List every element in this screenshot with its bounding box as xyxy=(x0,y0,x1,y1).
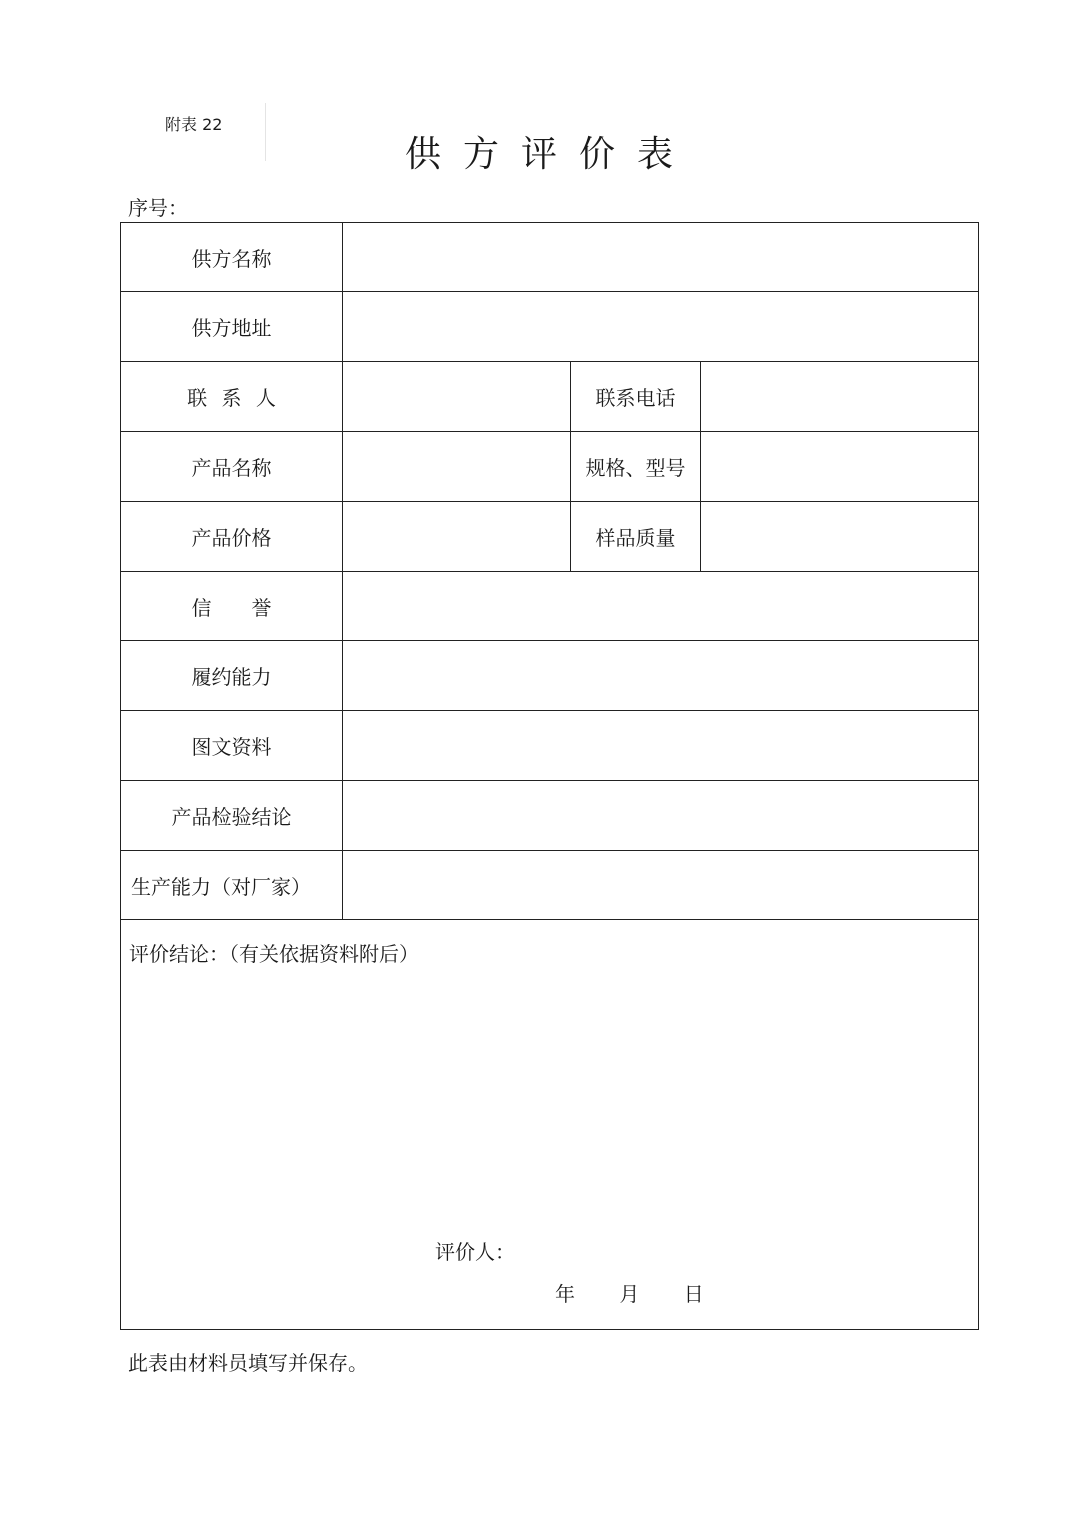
product-name-field[interactable] xyxy=(343,432,571,502)
row-reputation xyxy=(121,572,979,641)
row-supplier-address xyxy=(121,292,979,362)
supplier-name-field[interactable] xyxy=(343,223,979,292)
supplier-address-label: 供方地址 xyxy=(121,292,343,362)
sample-quality-label: 样品质量 xyxy=(571,502,701,572)
performance-field[interactable] xyxy=(343,641,979,711)
row-supplier-name xyxy=(121,223,979,292)
footer-note: 此表由材料员填写并保存。 xyxy=(128,1351,368,1375)
row-conclusion xyxy=(121,920,979,1330)
appendix-number: 附表 22 xyxy=(165,115,223,134)
row-performance xyxy=(121,641,979,711)
row-inspection xyxy=(121,781,979,851)
supplier-name-label: 供方名称 xyxy=(121,223,343,292)
date-year: 年 xyxy=(555,1282,575,1306)
product-price-label: 产品价格 xyxy=(121,502,343,572)
row-product-price xyxy=(121,502,979,572)
spec-field[interactable] xyxy=(701,432,979,502)
contact-field[interactable] xyxy=(343,362,571,432)
product-price-field[interactable] xyxy=(343,502,571,572)
spec-label: 规格、型号 xyxy=(571,432,701,502)
phone-label: 联系电话 xyxy=(571,362,701,432)
date-line xyxy=(555,1278,742,1307)
sample-quality-field[interactable] xyxy=(701,502,979,572)
inspection-label: 产品检验结论 xyxy=(121,781,343,851)
documents-field[interactable] xyxy=(343,711,979,781)
supplier-address-field[interactable] xyxy=(343,292,979,362)
documents-label: 图文资料 xyxy=(121,711,343,781)
date-month: 月 xyxy=(619,1282,640,1306)
capacity-field[interactable] xyxy=(343,851,979,920)
conclusion-label: 评价结论：（有关依据资料附后） xyxy=(129,942,419,966)
row-contact xyxy=(121,362,979,432)
row-product-name xyxy=(121,432,979,502)
capacity-label: 生产能力（对厂家） xyxy=(121,851,343,920)
row-capacity xyxy=(121,851,979,920)
reputation-label: 信 誉 xyxy=(121,572,343,641)
evaluator-label: 评价人： xyxy=(435,1240,515,1264)
contact-label: 联 系 人 xyxy=(121,362,343,432)
performance-label: 履约能力 xyxy=(121,641,343,711)
reputation-field[interactable] xyxy=(343,572,979,641)
conclusion-field[interactable] xyxy=(121,920,979,1330)
serial-number-label: 序号： xyxy=(128,196,188,220)
phone-field[interactable] xyxy=(701,362,979,432)
product-name-label: 产品名称 xyxy=(121,432,343,502)
page-title: 供方评价表 xyxy=(404,134,695,175)
date-day: 日 xyxy=(683,1282,704,1306)
row-documents xyxy=(121,711,979,781)
inspection-field[interactable] xyxy=(343,781,979,851)
supplier-evaluation-table xyxy=(120,222,979,1330)
